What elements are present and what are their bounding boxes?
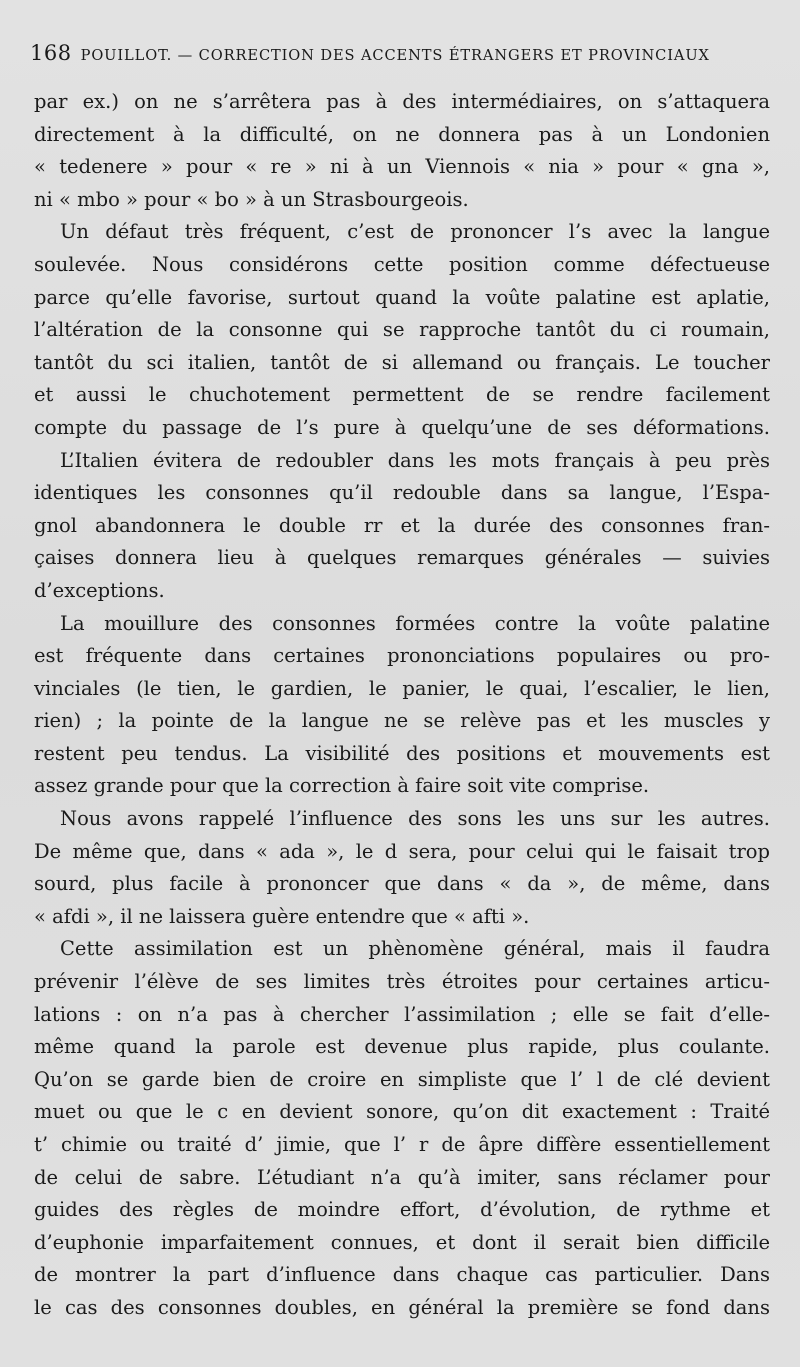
text-line: restent peu tendus. La visibilité des positions et mouvements est	[34, 741, 770, 765]
text-line: d’euphonie imparfaitement connues, et dont il serait bien difficile	[34, 1230, 770, 1254]
text-line: Cette assimilation est un phènomène général, mais il faudra	[60, 937, 770, 961]
text-line: Un défaut très fréquent, c’est de prononcer l’s avec la langue	[60, 220, 770, 244]
running-head: POUILLOT. — CORRECTION DES ACCENTS ÉTRANGERS ET PROVINCIAUX	[80, 47, 710, 64]
text-line: rien) ; la pointe de la langue ne se relève pas et les muscles y	[34, 709, 770, 733]
text-line: parce qu’elle favorise, surtout quand la voûte palatine est aplatie,	[34, 285, 770, 309]
text-line: « tedenere » pour « re » ni à un Viennois « nia » pour « gna »,	[34, 155, 770, 179]
text-line: muet ou que le c en devient sonore, qu’on dit exactement : Traité	[34, 1100, 770, 1124]
text-line: assez grande pour que la correction à faire soit vite comprise.	[34, 774, 650, 798]
text-line: de celui de sabre. L’étudiant n’a qu’à imiter, sans réclamer pour	[34, 1165, 770, 1189]
text-line: ni « mbo » pour « bo » à un Strasbourgeois.	[34, 187, 469, 211]
text-line: Qu’on se garde bien de croire en simpliste que l’ l de clé devient	[34, 1067, 770, 1091]
text-line: De même que, dans « ada », le d sera, pour celui qui le faisait trop	[34, 839, 770, 863]
text-line: çaises donnera lieu à quelques remarques générales — suivies	[34, 546, 770, 570]
text-line: La mouillure des consonnes formées contre la voûte palatine	[60, 611, 770, 635]
text-line: lations : on n’a pas à chercher l’assimilation ; elle se fait d’elle-	[34, 1002, 770, 1026]
text-line: l’altération de la consonne qui se rapproche tantôt du ci roumain,	[34, 318, 770, 342]
text-line: de montrer la part d’influence dans chaque cas particulier. Dans	[34, 1263, 770, 1287]
text-line: est fréquente dans certaines prononciations populaires ou pro-	[34, 644, 770, 668]
text-line: identiques les consonnes qu’il redouble dans sa langue, l’Espa-	[34, 481, 770, 505]
text-line: gnol abandonnera le double rr et la durée des consonnes fran-	[34, 513, 770, 537]
text-line: et aussi le chuchotement permettent de se rendre facilement	[34, 383, 770, 407]
text-line: « afdi », il ne laissera guère entendre que « afti ».	[34, 904, 530, 928]
text-line: même quand la parole est devenue plus rapide, plus coulante.	[34, 1035, 770, 1059]
text-line: par ex.) on ne s’arrêtera pas à des intermédiaires, on s’attaquera	[34, 90, 770, 113]
text-line: prévenir l’élève de ses limites très étroites pour certaines articu-	[34, 970, 770, 994]
text-line: t’ chimie ou traité d’ jimie, que l’ r de âpre diffère essentiellement	[34, 1133, 770, 1156]
text-line: Nous avons rappelé l’influence des sons les uns sur les autres.	[60, 807, 770, 831]
text-line: tantôt du sci italien, tantôt de si allemand ou français. Le toucher	[34, 350, 770, 374]
text-line: compte du passage de l’s pure à quelqu’une de ses déformations.	[34, 415, 770, 439]
text-line: soulevée. Nous considérons cette position comme défectueuse	[34, 252, 770, 276]
page-number: 168	[30, 41, 72, 65]
text-line: L’Italien évitera de redoubler dans les mots français à peu près	[60, 448, 770, 472]
text-line: directement à la difficulté, on ne donnera pas à un Londonien	[34, 122, 770, 146]
text-line: sourd, plus facile à prononcer que dans « da », de même, dans	[34, 872, 770, 896]
text-line: guides des règles de moindre effort, d’évolution, de rythme et	[34, 1198, 770, 1222]
text-line: le cas des consonnes doubles, en général la première se fond dans	[34, 1295, 770, 1319]
page-header	[30, 41, 758, 65]
text-line: vinciales (le tien, le gardien, le panier, le quai, l’escalier, le lien,	[34, 676, 770, 700]
text-line: d’exceptions.	[34, 578, 165, 602]
body-text	[34, 86, 770, 1325]
